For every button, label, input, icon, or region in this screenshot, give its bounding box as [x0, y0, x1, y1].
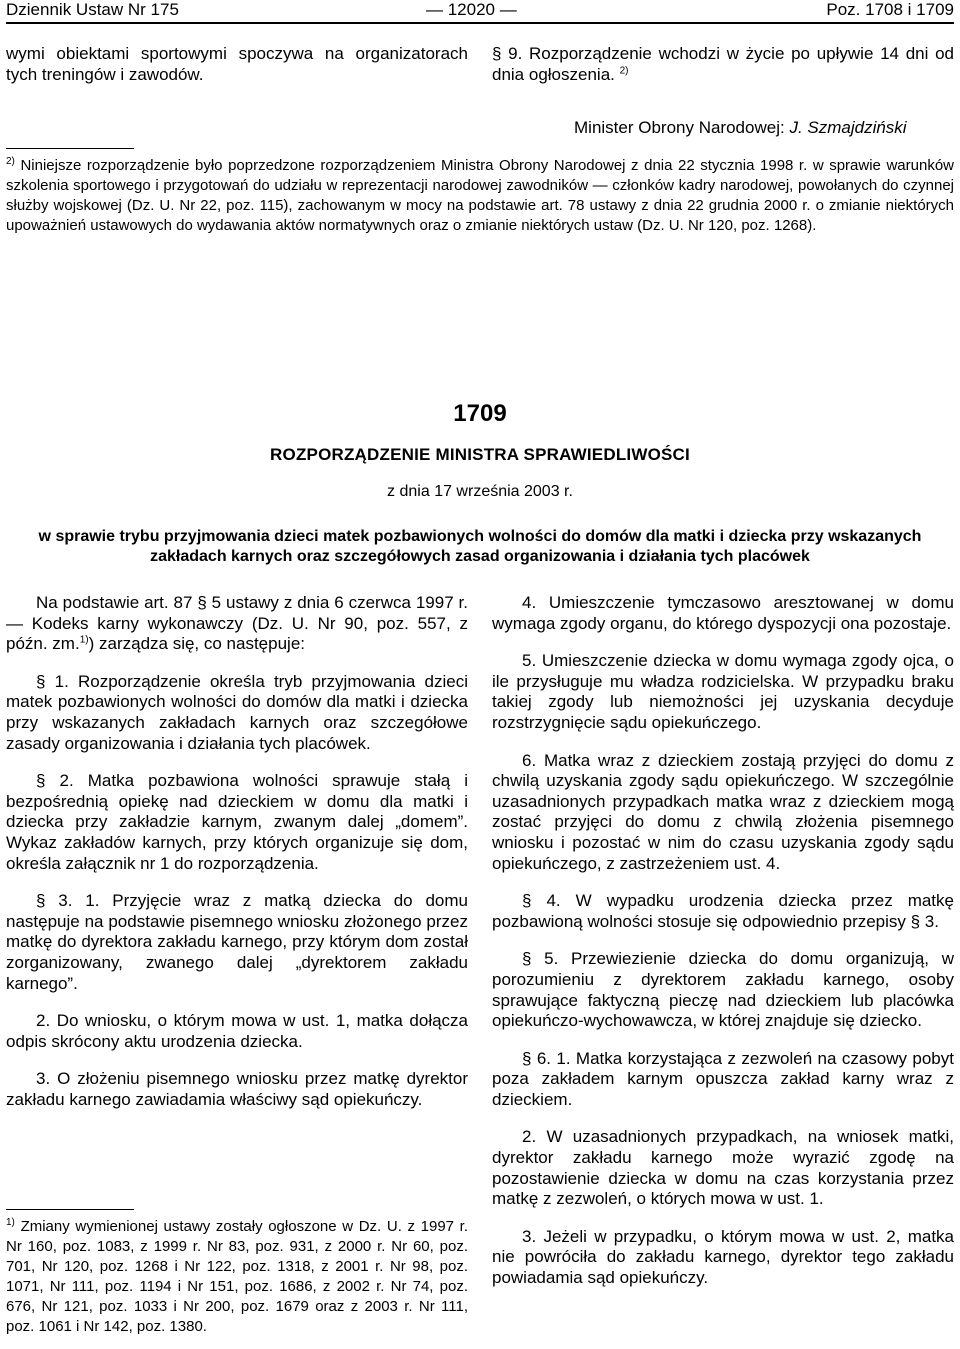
carryover-text: wymi obiektami sportowymi spoczywa na organizatorach tych treningów i zawodów.: [6, 44, 468, 84]
act-date: z dnia 17 września 2003 r.: [387, 483, 573, 500]
page-number: — 12020 —: [426, 0, 517, 19]
paragraph-6-2: 2. W uzasadnionych przypadkach, na wniosek matki, dyrektor zakładu karnego może wyrazić zgodę na pozostawienie dziecka w domu na czas korzystania przez matkę z zezwoleń, o których mowa w ust. 1.: [492, 1127, 954, 1209]
paragraph-3-1: § 3. 1. Przyjęcie wraz z matką dziecka do domu następuje na podstawie pisemnego wniosku złożonego przez matkę do dyrektora zakładu karnego, przy którym dom został zorganizowany, zwanego dalej „dyrektorem zakładu karnego”.: [6, 891, 468, 993]
paragraph-1: § 1. Rozporządzenie określa tryb przyjmowania dzieci matek pozbawionych wolności do domów dla matki i dziecka przy wskazanych zakładach karnych oraz szczegółowe zasady organizowania i działania tych placówek.: [6, 671, 468, 753]
footnote-2-text: Niniejsze rozporządzenie było poprzedzone rozporządzeniem Ministra Obrony Narodowej z dnia 22 stycznia 1998 r. w sprawie warunków szkolenia sportowego i przygotowań do udziału w reprezentacji narodowej zawodników — członków kadry narodowej, powołanych do czynnej służby wojskowej (Dz. U. Nr 22, poz. 115), zachowanym w mocy na podstawie art. 78 ustawy z dnia 22 grudnia 2000 r. o zmianie niektórych upoważnień ustawowych do wydawania aktów normatywnych oraz o zmianie niektórych ustaw (Dz. U. Nr 120, poz. 1268).: [6, 157, 954, 234]
paragraph-6-1: § 6. 1. Matka korzystająca z zezwoleń na czasowy pobyt poza zakładem karnym opuszcza zakład karny wraz z dzieckiem.: [492, 1048, 954, 1109]
entry-into-force-paragraph: [492, 44, 954, 85]
signer-name: J. Szmajdziński: [789, 118, 907, 137]
footnote-ref-2: 2): [619, 64, 629, 76]
paragraph-6-3: 3. Jeżeli w przypadku, o którym mowa w ust. 2, matka nie powróciła do zakładu karnego, dyrektor tego zakładu powiadamia sąd opiekuńczy.: [492, 1226, 954, 1288]
preamble-end: ) zarządza się, co następuje:: [88, 634, 306, 654]
paragraph-3-4: 4. Umieszczenie tymczasowo aresztowanej w domu wymaga zgody organu, do którego dyspozycji ona pozostaje.: [492, 593, 954, 633]
entry-into-force-text: § 9. Rozporządzenie wchodzi w życie po upływie 14 dni od dnia ogłoszenia.: [492, 44, 954, 84]
preamble-text: Na podstawie art. 87 § 5 ustawy z dnia 6 czerwca 1997 r. — Kodeks karny wykonawczy (Dz. U. Nr 90, poz. 557, z późn. zm.: [6, 593, 468, 654]
footnote-1-text: Zmiany wymienionej ustawy zostały ogłoszone w Dz. U. z 1997 r. Nr 160, poz. 1083, z 1999 r. Nr 83, poz. 931, z 2000 r. Nr 60, poz. 701, Nr 120, poz. 1268 i Nr 122, poz. 1318, z 2001 r. Nr 98, poz. 1071, Nr 111, poz. 1194 i Nr 151, poz. 1686, z 2002 r. Nr 74, poz. 676, Nr 121, poz. 1033 i Nr 200, poz. 1679 oraz z 2003 r. Nr 111, poz. 1061 i Nr 142, poz. 1380.: [6, 1218, 468, 1335]
journal-title: Dziennik Ustaw Nr 175: [6, 0, 179, 19]
running-header: [6, 0, 954, 22]
preamble: [6, 593, 468, 655]
paragraph-5: § 5. Przewiezienie dziecka do domu organizują, w porozumieniu z dyrektorem zakładu karnego, osoby sprawujące faktyczną pieczę nad dzieckiem lub placówka opiekuńczo-wychowawcza, w której znajduje się dziecko.: [492, 949, 954, 1031]
act-number: 1709: [453, 400, 507, 427]
right-column: [492, 593, 954, 1306]
act-subject: w sprawie trybu przyjmowania dzieci matek pozbawionych wolności do domów dla matki i dziecka przy wskazanych zakładach karnych oraz szczegółowych zasad organizowania i działania tych placówek: [38, 528, 922, 565]
act-title: ROZPORZĄDZENIE MINISTRA SPRAWIEDLIWOŚCI: [270, 445, 690, 464]
paragraph-4: § 4. W wypadku urodzenia dziecka przez matkę pozbawioną wolności stosuje się odpowiednio przepisy § 3.: [492, 891, 954, 931]
footnote-ref-1: 1): [79, 634, 89, 646]
footnote-rule-bottom: [6, 1209, 134, 1210]
footnote-rule-top: [6, 148, 134, 149]
paragraph-3-2: 2. Do wniosku, o którym mowa w ust. 1, matka dołącza odpis skrócony aktu urodzenia dziecka.: [6, 1011, 468, 1051]
header-rule: [6, 22, 954, 24]
footnote-1-mark: 1): [6, 1217, 15, 1228]
footnote-1: [6, 1217, 468, 1337]
footnote-2: [6, 156, 954, 236]
position-numbers: Poz. 1708 i 1709: [826, 0, 954, 19]
signature-block: [574, 118, 907, 138]
signer-label: Minister Obrony Narodowej:: [574, 118, 785, 137]
paragraph-3-3: 3. O złożeniu pisemnego wniosku przez matkę dyrektor zakładu karnego zawiadamia właściwy sąd opiekuńczy.: [6, 1069, 468, 1109]
footnote-2-mark: 2): [6, 156, 15, 167]
paragraph-3-5: 5. Umieszczenie dziecka w domu wymaga zgody ojca, o ile przysługuje mu władza rodzicielska. W przypadku braku takiej zgody lub niemożności jej uzyskania decyduje rozstrzygnięcie sądu opiekuńczego.: [492, 651, 954, 732]
paragraph-3-6: 6. Matka wraz z dzieckiem zostają przyjęci do domu z chwilą uzyskania zgody sądu opiekuńczego. W szczególnie uzasadnionych przypadkach matka wraz z dzieckiem mogą zostać przyjęci do domu z chwilą złożenia pisemnego wniosku i pozostać w nim do czasu uzyskania zgody sądu opiekuńczego, z zastrzeżeniem ust. 4.: [492, 750, 954, 873]
paragraph-2: § 2. Matka pozbawiona wolności sprawuje stałą i bezpośrednią opiekę nad dzieckiem w domu dla matki i dziecka przy zakładzie karnym, zwanym dalej „domem”. Wykaz zakładów karnych, przy których organizuje się dom, określa załącznik nr 1 do rozporządzenia.: [6, 771, 468, 873]
left-column: [6, 593, 468, 1127]
